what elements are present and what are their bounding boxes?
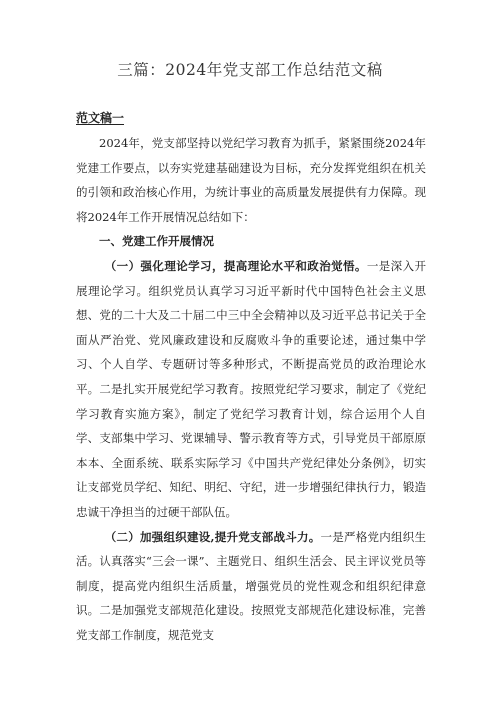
- item-2-text: 一是严格党内组织生活。认真落实“三会一课”、主题党日、组织生活会、民主评议党员等制度，提高党内组织生活质量，增强党员的党性观念和组织纪律意识。二是加强党支部规范化建设。按照党支部规范化建设标准，完善党支部工作制度，规范党支: [76, 529, 426, 642]
- item-1-text: 一是深入开展理论学习。组织党员认真学习习近平新时代中国特色社会主义思想、党的二十大及二十届二中三中全会精神以及习近平总书记关于全面从严治党、党风廉政建设和反腐败斗争的重要论述，通过集中学习、个人自学、专题研讨等多种形式，不断提高党员的政治理论水平。二是扎实开展党纪学习教育。按照党纪学习要求，制定了《党纪学习教育实施方案》，制定了党纪学习教育计划，综合运用个人自学、支部集中学习、党课辅导、警示教育等方式，引导党员干部原原本本、全面系统、联系实际学习《中国共产党纪律处分条例》，切实让支部党员学纪、知纪、明纪、守纪，进一步增强纪律执行力，锻造忠诚干净担当的过硬干部队伍。: [76, 258, 426, 519]
- item-2-paragraph: [76, 525, 426, 648]
- item-1-paragraph: [76, 254, 426, 525]
- page-title: 三篇：2024年党支部工作总结范文稿: [117, 61, 383, 79]
- intro-paragraph: 2024年，党支部坚持以党纪学习教育为抓手，紧紧围绕2024年党建工作要点，以夯实党建基础建设为目标，充分发挥党组织在机关的引领和政治核心作用，为统计事业的高质量发展提供有力保障。现将2024年工作开展情况总结如下：: [76, 136, 426, 224]
- section-label: 范文稿一: [76, 111, 125, 125]
- item-1-lead: （一）强化理论学习，提高理论水平和政治觉悟。: [104, 258, 367, 273]
- section-heading: 一、党建工作开展情况: [99, 234, 214, 249]
- document-body: [76, 131, 426, 647]
- item-2-lead: （二）加强组织建设,提升党支部战斗力。: [104, 529, 321, 544]
